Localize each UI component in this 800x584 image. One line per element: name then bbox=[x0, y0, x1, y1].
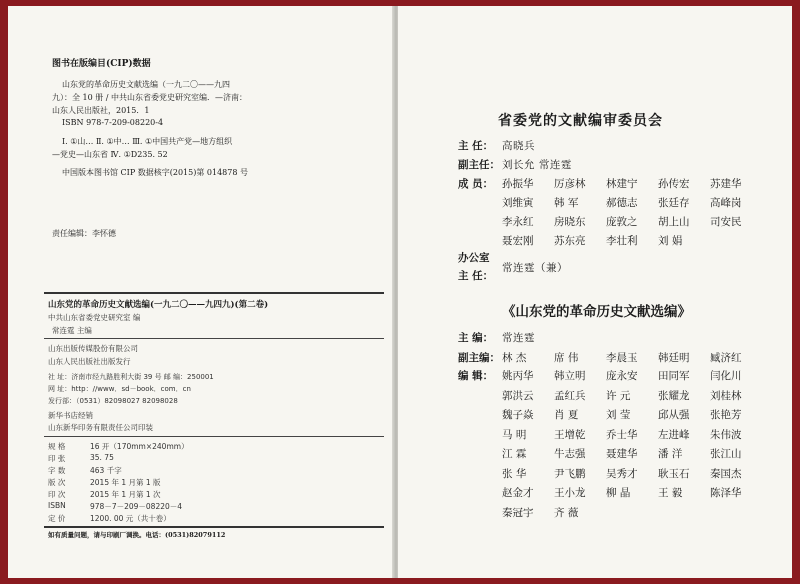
person-name: 聂建华 bbox=[606, 448, 638, 460]
person-name: 姚丙华 bbox=[502, 370, 534, 382]
person-name: 李晨玉 bbox=[606, 352, 638, 364]
person-name: 韩立明 bbox=[554, 370, 586, 382]
person-name: 邱从强 bbox=[658, 409, 690, 421]
divider bbox=[44, 436, 384, 437]
cip-line: 九）：全 10 册 / 中共山东省委党史研究室编．—济南： bbox=[52, 93, 248, 102]
spec-label: 规 格 bbox=[48, 442, 66, 451]
director-label: 主 任： bbox=[458, 140, 494, 152]
person-name: 肖 夏 bbox=[554, 409, 579, 421]
person-name: 苏东亮 bbox=[554, 235, 586, 247]
person-name: 秦国杰 bbox=[710, 467, 742, 480]
anthology-title: 《山东党的革命历史文献选编》 bbox=[502, 304, 691, 320]
person-name: 臧济红 bbox=[710, 352, 742, 364]
members-label: 成 员： bbox=[458, 178, 494, 190]
office-label: 办公室 bbox=[458, 252, 490, 264]
cip-line: 山东人民出版社，2015．1 bbox=[52, 106, 150, 115]
office-director-name: 常连霆（兼） bbox=[502, 262, 568, 274]
editors-label: 编 辑： bbox=[458, 370, 494, 382]
person-name: 牛志强 bbox=[554, 448, 586, 460]
distribution-line: 山东新华印务有限责任公司印装 bbox=[48, 423, 153, 432]
deputy-editors-label: 副主编： bbox=[458, 352, 500, 364]
editor-line: 责任编辑：李怀德 bbox=[52, 229, 116, 238]
address-line: 网 址：http：//www．sd－book．com．cn bbox=[48, 385, 191, 393]
divider bbox=[44, 338, 384, 339]
person-name: 张 华 bbox=[502, 467, 527, 480]
person-name: 苏建华 bbox=[710, 178, 742, 190]
committee-title: 省委党的文献编审委员会 bbox=[498, 113, 663, 129]
book-title: 山东党的革命历史文献选编(一九二〇——九四九)(第二卷) bbox=[48, 300, 269, 310]
person-name: 秦冠宇 bbox=[502, 506, 534, 519]
person-name: 孙传宏 bbox=[658, 178, 690, 190]
person-name: 房晓东 bbox=[554, 216, 586, 228]
person-name: 田同军 bbox=[658, 370, 690, 382]
person-name: 王增乾 bbox=[554, 428, 586, 441]
address-line: 发行部：（0531）82098027 82098028 bbox=[48, 397, 178, 405]
left-page bbox=[8, 6, 394, 578]
spec-label: 印 次 bbox=[48, 490, 66, 499]
person-name: 李永红 bbox=[502, 216, 534, 228]
person-name: 韩 军 bbox=[554, 197, 579, 209]
cip-line: Ⅰ. ①山… Ⅱ. ①中… Ⅲ. ①中国共产党—地方组织 bbox=[62, 137, 233, 146]
person-name: 刘 莹 bbox=[606, 409, 631, 421]
person-name: 陈泽华 bbox=[710, 487, 742, 499]
person-name: 席 伟 bbox=[554, 352, 579, 364]
person-name: 齐 薇 bbox=[554, 506, 579, 519]
spec-value: 1200. 00 元（共十卷） bbox=[90, 514, 171, 523]
person-name: 厉彦林 bbox=[554, 178, 586, 190]
person-name: 郭洪云 bbox=[502, 389, 534, 402]
chief-editor-name: 常连霆 bbox=[502, 332, 535, 344]
person-name: 高峰岗 bbox=[710, 197, 742, 209]
person-name: 刘 娟 bbox=[658, 235, 683, 247]
spec-value: 978－7－209－08220－4 bbox=[90, 502, 183, 511]
person-name: 郝德志 bbox=[606, 197, 638, 209]
person-name: 王小龙 bbox=[554, 487, 586, 499]
publisher-line: 山东人民出版社出版发行 bbox=[48, 357, 131, 366]
address-line: 社 址：济南市经九路胜利大街 39 号 邮 编：250001 bbox=[48, 373, 214, 381]
publisher-line: 山东出版传媒股份有限公司 bbox=[48, 344, 138, 353]
spec-label: 定 价 bbox=[48, 514, 66, 523]
person-name: 司安民 bbox=[710, 216, 742, 228]
spec-value: 463 千字 bbox=[90, 466, 122, 475]
office-director-label: 主 任： bbox=[458, 270, 494, 282]
person-name: 聂宏刚 bbox=[502, 235, 534, 247]
spec-value: 2015 年 1 月第 1 版 bbox=[90, 478, 161, 487]
deputy-names: 刘长允 常连霆 bbox=[502, 159, 572, 171]
divider bbox=[44, 526, 384, 528]
person-name: 魏子焱 bbox=[502, 409, 534, 421]
person-name: 柳 晶 bbox=[606, 487, 631, 499]
person-name: 韩廷明 bbox=[658, 352, 690, 364]
person-name: 赵金才 bbox=[502, 487, 534, 499]
cip-line: —党史—山东省 Ⅳ. ①D235. 52 bbox=[52, 150, 168, 159]
cip-line: 山东党的革命历史文献选编（一九二〇——九四 bbox=[62, 80, 230, 89]
person-name: 朱伟波 bbox=[710, 428, 742, 441]
director-name: 高晓兵 bbox=[502, 140, 535, 152]
person-name: 江 霖 bbox=[502, 448, 527, 460]
cip-line: ISBN 978-7-209-08220-4 bbox=[62, 118, 164, 127]
person-name: 孟红兵 bbox=[554, 389, 586, 402]
footer-note: 如有质量问题，请与印刷厂调换。电话：(0531)82079112 bbox=[48, 531, 226, 539]
deputy-label: 副主任： bbox=[458, 159, 500, 171]
person-name: 王 毅 bbox=[658, 487, 683, 499]
person-name: 胡上山 bbox=[658, 216, 690, 228]
compiler: 中共山东省委党史研究室 编 bbox=[48, 313, 141, 322]
person-name: 乔士华 bbox=[606, 428, 638, 441]
person-name: 庞敦之 bbox=[606, 216, 638, 228]
spec-label: 印 张 bbox=[48, 454, 66, 463]
person-name: 张艳芳 bbox=[710, 409, 742, 421]
person-name: 尹飞鹏 bbox=[554, 467, 586, 480]
person-name: 刘桂林 bbox=[710, 389, 742, 402]
person-name: 李壮利 bbox=[606, 235, 638, 247]
person-name: 闫化川 bbox=[710, 370, 742, 382]
spec-value: 2015 年 1 月第 1 次 bbox=[90, 490, 161, 499]
person-name: 张江山 bbox=[710, 448, 742, 460]
person-name: 林 杰 bbox=[502, 352, 527, 364]
person-name: 马 明 bbox=[502, 428, 527, 441]
right-page bbox=[398, 6, 792, 578]
cip-heading: 图书在版编目(CIP)数据 bbox=[52, 59, 151, 69]
person-name: 吴秀才 bbox=[606, 467, 638, 480]
spec-label: ISBN bbox=[48, 501, 66, 510]
spec-label: 版 次 bbox=[48, 478, 66, 487]
chief-editor-label: 主 编： bbox=[458, 332, 494, 344]
distribution-line: 新华书店经销 bbox=[48, 411, 93, 420]
person-name: 庞永安 bbox=[606, 370, 638, 382]
person-name: 耿玉石 bbox=[658, 467, 690, 480]
person-name: 刘维寅 bbox=[502, 197, 534, 209]
chief-editor: 常连霆 主编 bbox=[52, 326, 92, 335]
person-name: 孙振华 bbox=[502, 178, 534, 190]
person-name: 许 元 bbox=[606, 389, 631, 402]
spec-label: 字 数 bbox=[48, 466, 66, 475]
person-name: 张廷存 bbox=[658, 197, 690, 209]
person-name: 张耀龙 bbox=[658, 389, 690, 402]
person-name: 潘 洋 bbox=[658, 448, 683, 460]
person-name: 林建宁 bbox=[606, 178, 638, 190]
person-name: 左进峰 bbox=[658, 428, 690, 441]
divider bbox=[44, 292, 384, 294]
spec-value: 35. 75 bbox=[90, 453, 114, 462]
spec-value: 16 开（170mm×240mm） bbox=[90, 442, 189, 451]
cip-line: 中国版本图书馆 CIP 数据核字(2015)第 014878 号 bbox=[62, 168, 248, 177]
